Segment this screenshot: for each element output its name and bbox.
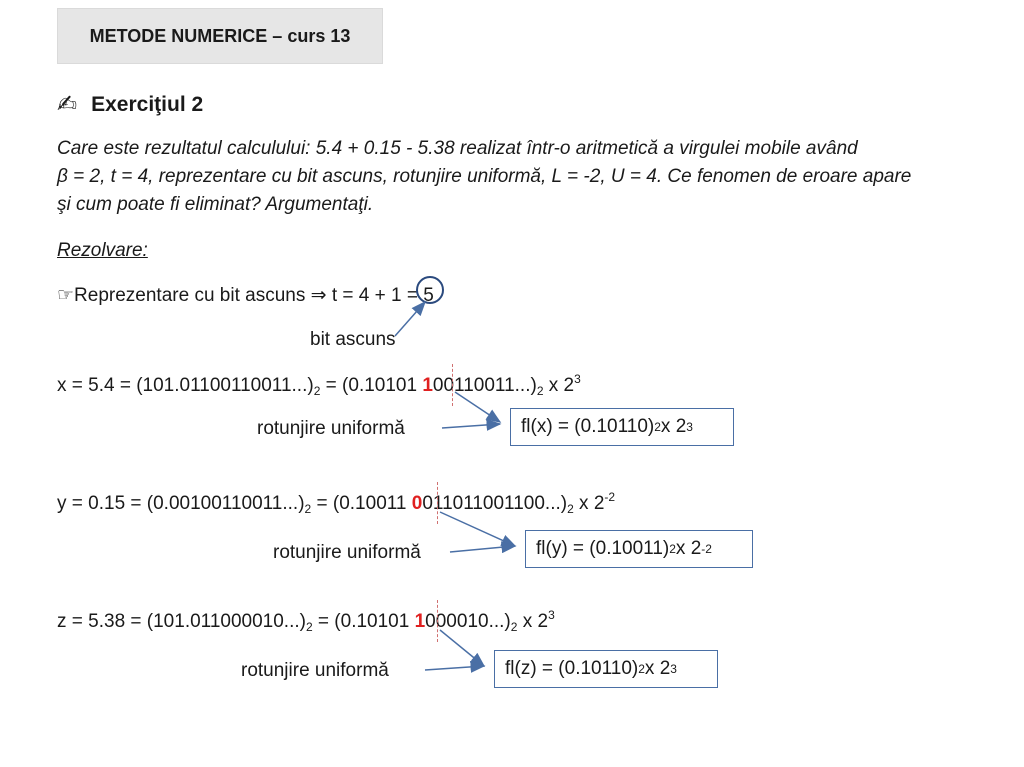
x-cut-arrow [455,392,500,422]
exercise-title: Exerciţiul 2 [91,92,204,116]
x-representation: $x = 5.4 = (101.01100110011...)_2 = (0.10101$ $100110011...)_2$ x $2^3$ [57,372,581,398]
z-rounding-bit: 1 [414,611,426,632]
rezolvare-label: Rezolvare: [57,240,148,261]
y-label-arrow [450,546,515,552]
y-representation: $y = 0.15 = (0.00100110011...)_2 = (0.10011$ $0011011001100...)_2$ x $2^{-2}$ [57,490,616,516]
y-rounding-label: rotunjire uniformă [273,542,421,563]
y-rounding-bit: 0 [411,493,423,514]
x-label-arrow [442,424,500,428]
hidden-bit-text: Reprezentare cu bit ascuns ⇒ t = 4 + 1 = 5 [74,285,434,306]
x-rounding-bit: 1 [422,375,433,396]
problem-line-3: şi cum poate fi eliminat? Argumentaţi. [57,194,374,215]
y-cut-arrow [440,512,515,546]
bit-ascuns-arrow [395,302,425,336]
fl-y-box: fl(y) = (0.10011) 2 x 2 -2 [525,530,753,568]
x-rounding-label: rotunjire uniformă [257,418,405,439]
z-label-arrow [425,666,484,670]
problem-line-1: Care este rezultatul calculului: 5.4 + 0.15 - 5.38 realizat într-o aritmetică a virgulei mobile având [57,138,858,159]
fl-x-box: fl(x) = (0.10110) 2 x 2 3 [510,408,734,446]
fl-z-box: fl(z) = (0.10110) 2 x 2 3 [494,650,718,688]
writing-hand-icon: ✍ [57,91,78,118]
z-representation: $z = 5.38 = (101.011000010...)_2 = (0.10101$ $1000010...)_2$ x $2^3$ [57,608,555,634]
problem-line-2: β = 2, t = 4, reprezentare cu bit ascuns, rotunjire uniformă, L = -2, U = 4. Ce fenomen de eroare apare [57,166,912,187]
z-rounding-label: rotunjire uniformă [241,660,389,681]
slide-title: METODE NUMERICE – curs 13 [89,25,351,46]
pointing-finger-icon: ☞ [57,285,75,306]
hidden-bit-label: bit ascuns [310,329,396,350]
z-cut-arrow [440,630,484,666]
